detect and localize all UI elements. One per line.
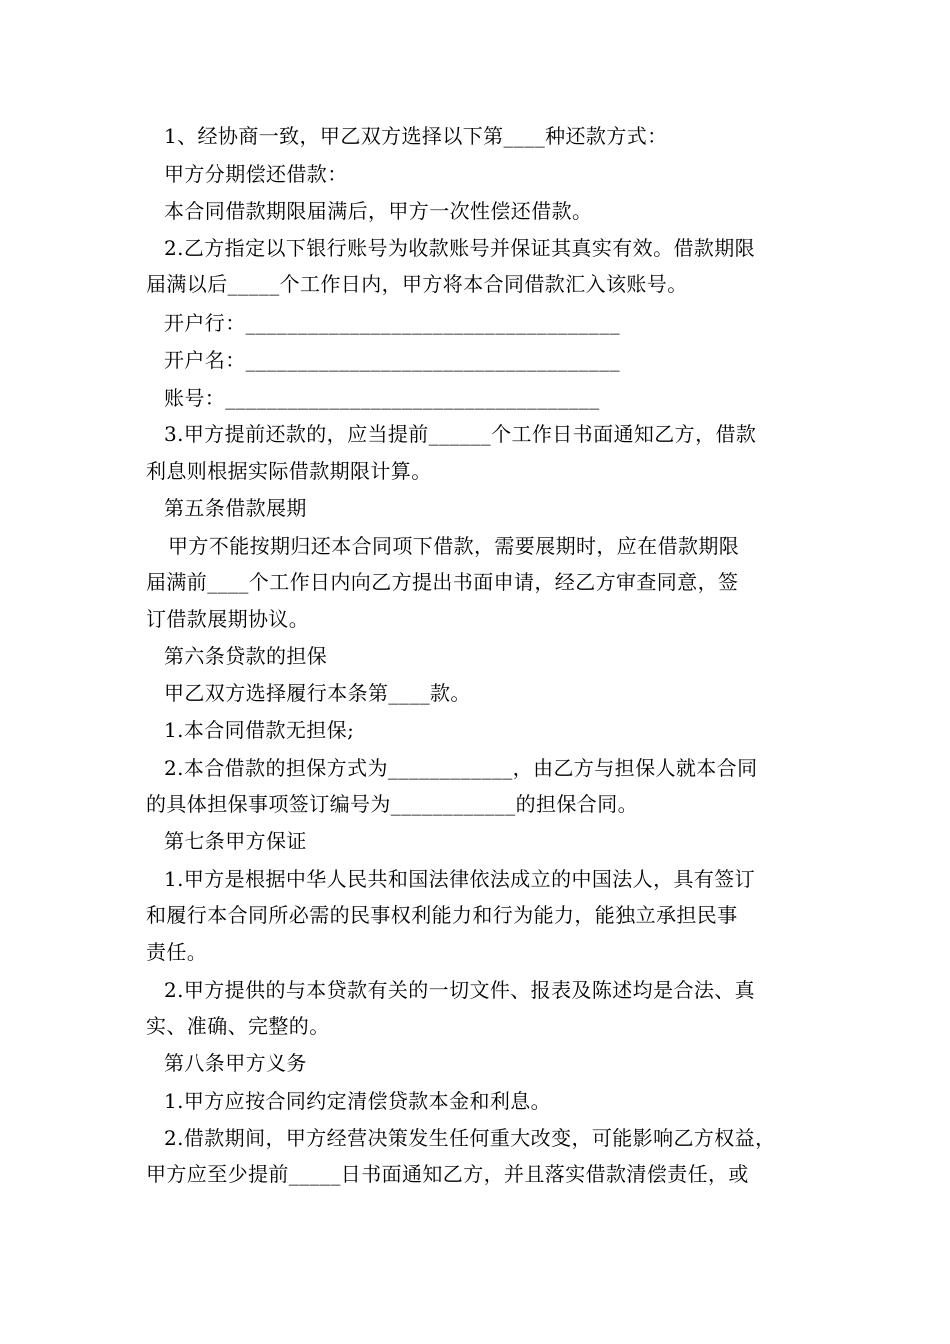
- clause-line: 的具体担保事项签订编号为____________的担保合同。: [146, 792, 638, 816]
- section-heading: 第七条甲方保证: [164, 829, 307, 853]
- clause-line: 2.本合借款的担保方式为____________，由乙方与担保人就本合同: [164, 756, 758, 780]
- account-number-field-line: 账号：____________________________________: [164, 386, 600, 410]
- clause-line: 甲乙双方选择履行本条第____款。: [164, 681, 471, 705]
- clause-line: 2.乙方指定以下银行账号为收款账号并保证其真实有效。借款期限: [164, 236, 756, 260]
- clause-line: 1、经协商一致，甲乙双方选择以下第____种还款方式：: [164, 124, 668, 148]
- clause-line: 1.甲方应按合同约定清偿贷款本金和利息。: [164, 1089, 552, 1113]
- clause-line: 届满前____个工作日内向乙方提出书面申请，经乙方审查同意，签: [146, 570, 739, 594]
- clause-line: 甲方不能按期归还本合同项下借款，需要展期时，应在借款期限: [168, 534, 740, 558]
- clause-line: 3.甲方提前还款的，应当提前______个工作日书面通知乙方，借款: [164, 422, 757, 446]
- clause-line: 利息则根据实际借款期限计算。: [146, 459, 432, 483]
- clause-line: 甲方应至少提前_____日书面通知乙方，并且落实借款清偿责任，或: [146, 1162, 749, 1186]
- clause-line: 责任。: [146, 940, 208, 964]
- account-name-field-line: 开户名：____________________________________: [164, 348, 620, 372]
- clause-line: 1.甲方是根据中华人民共和国法律依法成立的中国法人，具有签订: [164, 867, 756, 891]
- clause-line: 订借款展期协议。: [146, 607, 310, 631]
- section-heading: 第六条贷款的担保: [164, 644, 328, 668]
- clause-line: 届满以后_____个工作日内，甲方将本合同借款汇入该账号。: [146, 272, 688, 296]
- clause-line: 本合同借款期限届满后，甲方一次性偿还借款。: [164, 199, 593, 223]
- clause-line: 和履行本合同所必需的民事权利能力和行为能力，能独立承担民事: [146, 903, 738, 927]
- clause-line: 2.借款期间，甲方经营决策发生任何重大改变，可能影响乙方权益，: [164, 1126, 776, 1150]
- section-heading: 第五条借款展期: [164, 496, 307, 520]
- clause-line: 实、准确、完整的。: [146, 1014, 330, 1038]
- section-heading: 第八条甲方义务: [164, 1051, 307, 1075]
- clause-line: 2.甲方提供的与本贷款有关的一切文件、报表及陈述均是合法、真: [164, 978, 756, 1002]
- bank-field-line: 开户行：____________________________________: [164, 311, 620, 335]
- clause-line: 甲方分期偿还借款：: [164, 162, 348, 186]
- clause-line: 1.本合同借款无担保;: [164, 718, 355, 742]
